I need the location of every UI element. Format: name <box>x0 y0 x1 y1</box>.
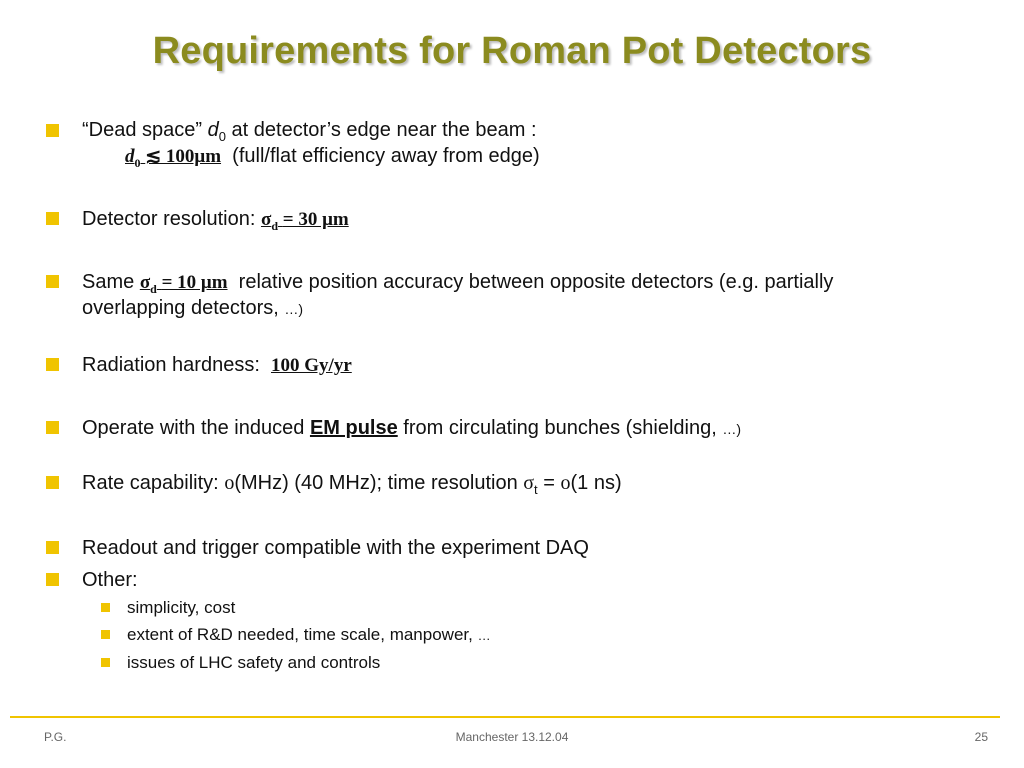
symbol-d: d <box>207 119 219 141</box>
radiation-value: 100 Gy/yr <box>271 355 352 376</box>
sub-bullet-marker <box>101 603 110 612</box>
bullet-marker <box>46 212 59 225</box>
bullet-text: overlapping detectors, <box>82 297 279 319</box>
bullet-detector-resolution <box>82 206 349 239</box>
footer-divider <box>10 716 1000 718</box>
equals-sign: = <box>543 472 555 494</box>
bullet-marker <box>46 541 59 554</box>
bullet-marker <box>46 476 59 489</box>
bullet-marker <box>46 124 59 137</box>
dead-space-note: (full/flat efficiency away from edge) <box>232 145 540 167</box>
bullet-text: (MHz) (40 MHz); time resolution <box>234 472 518 494</box>
slide-title: Requirements for Roman Pot Detectors <box>152 30 872 72</box>
bullet-text: Detector resolution: <box>82 208 256 230</box>
footer-author: P.G. <box>44 730 67 744</box>
bullet-marker <box>46 573 59 586</box>
dead-space-value: $d_0$ ≲ 100μm <box>125 146 222 170</box>
bullet-marker <box>46 275 59 288</box>
bullet-relative-accuracy-cont <box>82 295 303 322</box>
order-symbol: o <box>224 472 235 494</box>
sub-bullet-marker <box>101 630 110 639</box>
bullet-text: Same <box>82 271 135 293</box>
bullet-text: Rate capability: <box>82 472 219 494</box>
dead-space-requirement <box>125 143 540 176</box>
bullet-text: (1 ns) <box>570 472 622 494</box>
bullet-marker <box>46 358 59 371</box>
em-pulse-label: EM pulse <box>309 417 398 439</box>
bullet-text: “Dead space” <box>82 119 203 141</box>
accuracy-value: $\sigma_d = 10$ μm <box>139 272 228 296</box>
bullet-text: relative position accuracy between opposite detectors (e.g. partially <box>238 271 834 293</box>
sub-bullet-marker <box>101 658 110 667</box>
bullet-rate-capability <box>82 470 622 503</box>
bullet-other: Other: <box>82 569 138 591</box>
bullet-text: from circulating bunches (shielding, <box>403 417 717 439</box>
order-symbol: o <box>560 472 571 494</box>
bullet-text: at detector’s edge near the beam : <box>231 119 537 141</box>
bullet-readout-trigger: Readout and trigger compatible with the experiment DAQ <box>82 537 589 559</box>
ellipsis: …) <box>722 421 742 437</box>
resolution-value: $\sigma_d = 30$ μm <box>260 209 349 233</box>
subscript: t <box>534 482 538 497</box>
bullet-radiation-hardness <box>82 352 352 379</box>
subscript: 0 <box>218 129 226 144</box>
bullet-text: Operate with the induced <box>82 417 305 439</box>
footer-page-number: 25 <box>974 730 988 744</box>
bullet-em-pulse <box>82 415 741 442</box>
footer-event: Manchester 13.12.04 <box>455 730 569 744</box>
sub-bullet-rnd <box>127 624 491 647</box>
sub-bullet-simplicity: simplicity, cost <box>127 598 236 617</box>
sigma-symbol: σ <box>523 472 535 494</box>
ellipsis: … <box>477 628 491 643</box>
bullet-marker <box>46 421 59 434</box>
sub-bullet-lhc-safety: issues of LHC safety and controls <box>127 653 381 672</box>
ellipsis: …) <box>284 301 304 317</box>
sub-bullet-text: extent of R&D needed, time scale, manpower, <box>127 625 473 644</box>
bullet-text: Radiation hardness: <box>82 354 260 376</box>
